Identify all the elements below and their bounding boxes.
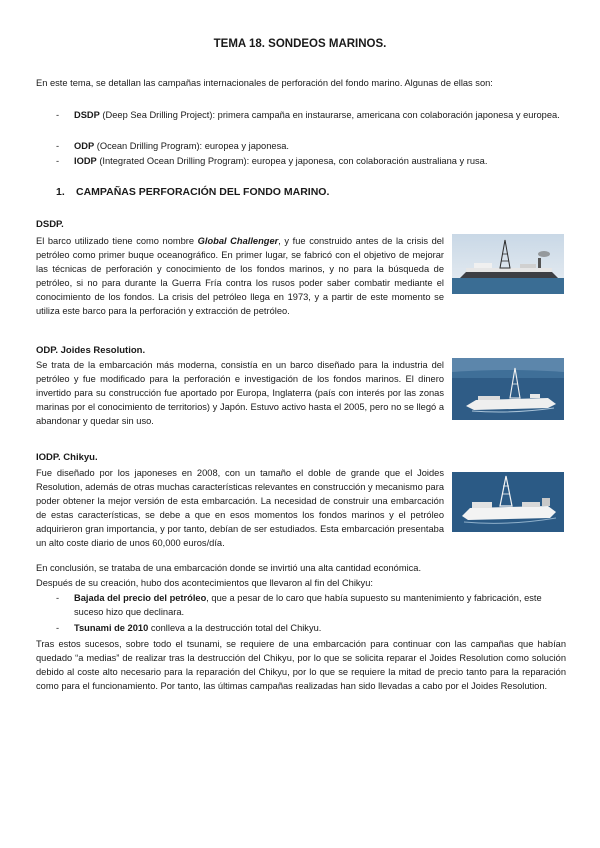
event-text: conlleva a la destrucción total del Chikyu.	[148, 623, 322, 633]
program-description: (Integrated Ocean Drilling Program): europea y japonesa, con colaboración australiana y rusa.	[96, 156, 488, 166]
bullet-dash: -	[56, 110, 60, 120]
events-intro: Después de su creación, hubo dos acontecimientos que llevaron al fin del Chikyu:	[36, 578, 373, 588]
chikyu-photo	[452, 472, 564, 532]
bullet-dash: -	[56, 156, 60, 166]
program-acronym: IODP	[74, 156, 97, 166]
dsdp-text-rest: , y fue construido antes de la crisis del petróleo como primer buque oceanográfico. En primer lugar, se fabricó con el objetivo de mejorar las técnicas de perforación y conocimiento de los fondos marinos, y no para la búsqueda de petróleo, si no para durante la Guerra Fría contra los rusos poder saber combatir mediante el conocimiento de los fondos. La crisis del petróleo llega en 1973, y a partir de este momento se utiliza este barco para la perforación y extracción de petróleo.	[36, 236, 444, 316]
global-challenger-photo	[452, 234, 564, 294]
section-heading	[56, 186, 329, 198]
event-label: Tsunami de 2010	[74, 623, 149, 633]
program-description: (Deep Sea Drilling Project): primera campaña en instaurarse, americana con colaboración japonesa y europea.	[99, 110, 560, 120]
intro-paragraph: En este tema, se detallan las campañas internacionales de perforación del fondo marino. Algunas de ellas son:	[36, 78, 493, 88]
bullet-dash: -	[56, 593, 60, 603]
conclusion-paragraph: En conclusión, se trataba de una embarcación donde se invirtió una alta cantidad económica.	[36, 563, 422, 573]
joides-resolution-photo	[452, 358, 564, 420]
closing-paragraph: Tras estos sucesos, sobre todo el tsunami, se requiere de una embarcación para continuar con las campañas que habían quedado “a medias” de realizar tras la destrucción del Chikyu, por lo que se solicita reparar el Joides Resolution como solución debido al coste alto necesario para la reparación del Chikyu, por lo que se requiere la mitad de precio tanto para la reparación como para el funcionamiento. Por tanto, las últimas campañas realizadas han sido llevadas a cabo por el Joides Resolution.	[36, 639, 566, 691]
odp-paragraph: Se trata de la embarcación más moderna, consistía en un barco diseñado para la industria del petróleo y fue modificado para la perforación e investigación de los fondos marinos. El dinero invertido para su construcción fue aportado por Europa, Inglaterra (país con interés por las zonas marinas por el conocimiento de territorios) y Japón. Estuvo activo hasta el 2005, pero no se llegó a abandonar y quedar sin uso.	[36, 360, 444, 426]
dsdp-text-start: El barco utilizado tiene como nombre	[36, 236, 198, 246]
program-acronym: DSDP	[74, 110, 100, 120]
section-number: 1.	[56, 186, 65, 198]
program-acronym: ODP	[74, 141, 95, 151]
iodp-heading: IODP. Chikyu.	[36, 452, 98, 463]
dsdp-paragraph	[36, 234, 444, 318]
document-title: TEMA 18. SONDEOS MARINOS.	[213, 38, 387, 50]
event-label: Bajada del precio del petróleo	[74, 593, 207, 603]
program-description: (Ocean Drilling Program): europea y japonesa.	[94, 141, 289, 151]
bullet-dash: -	[56, 623, 60, 633]
event-text: , que a pesar de lo caro que había supuesto su mantenimiento y fabricación, este suceso hizo que declinara.	[74, 593, 542, 617]
odp-heading: ODP. Joides Resolution.	[36, 345, 146, 356]
ship-name: Global Challenger	[197, 236, 279, 246]
iodp-paragraph: Fue diseñado por los japoneses en 2008, con un tamaño el doble de grande que el Joides Resolution, además de otras muchas características relevantes en construcción y mecanismo para poder obtener la mejor versión de esta embarcación. La necesidad de construir una embarcación de estas características, se debe a que en esos momentos los fondos marinos y el petróleo adquirieron gran importancia, y por tanto, debían de ser estudiados. Esta embarcación presentaba un alto coste diario de unos 60,000 euros/día.	[36, 468, 444, 548]
dsdp-heading: DSDP.	[36, 219, 64, 230]
bullet-dash: -	[56, 141, 60, 151]
section-title: CAMPAÑAS PERFORACIÓN DEL FONDO MARINO.	[76, 186, 330, 198]
